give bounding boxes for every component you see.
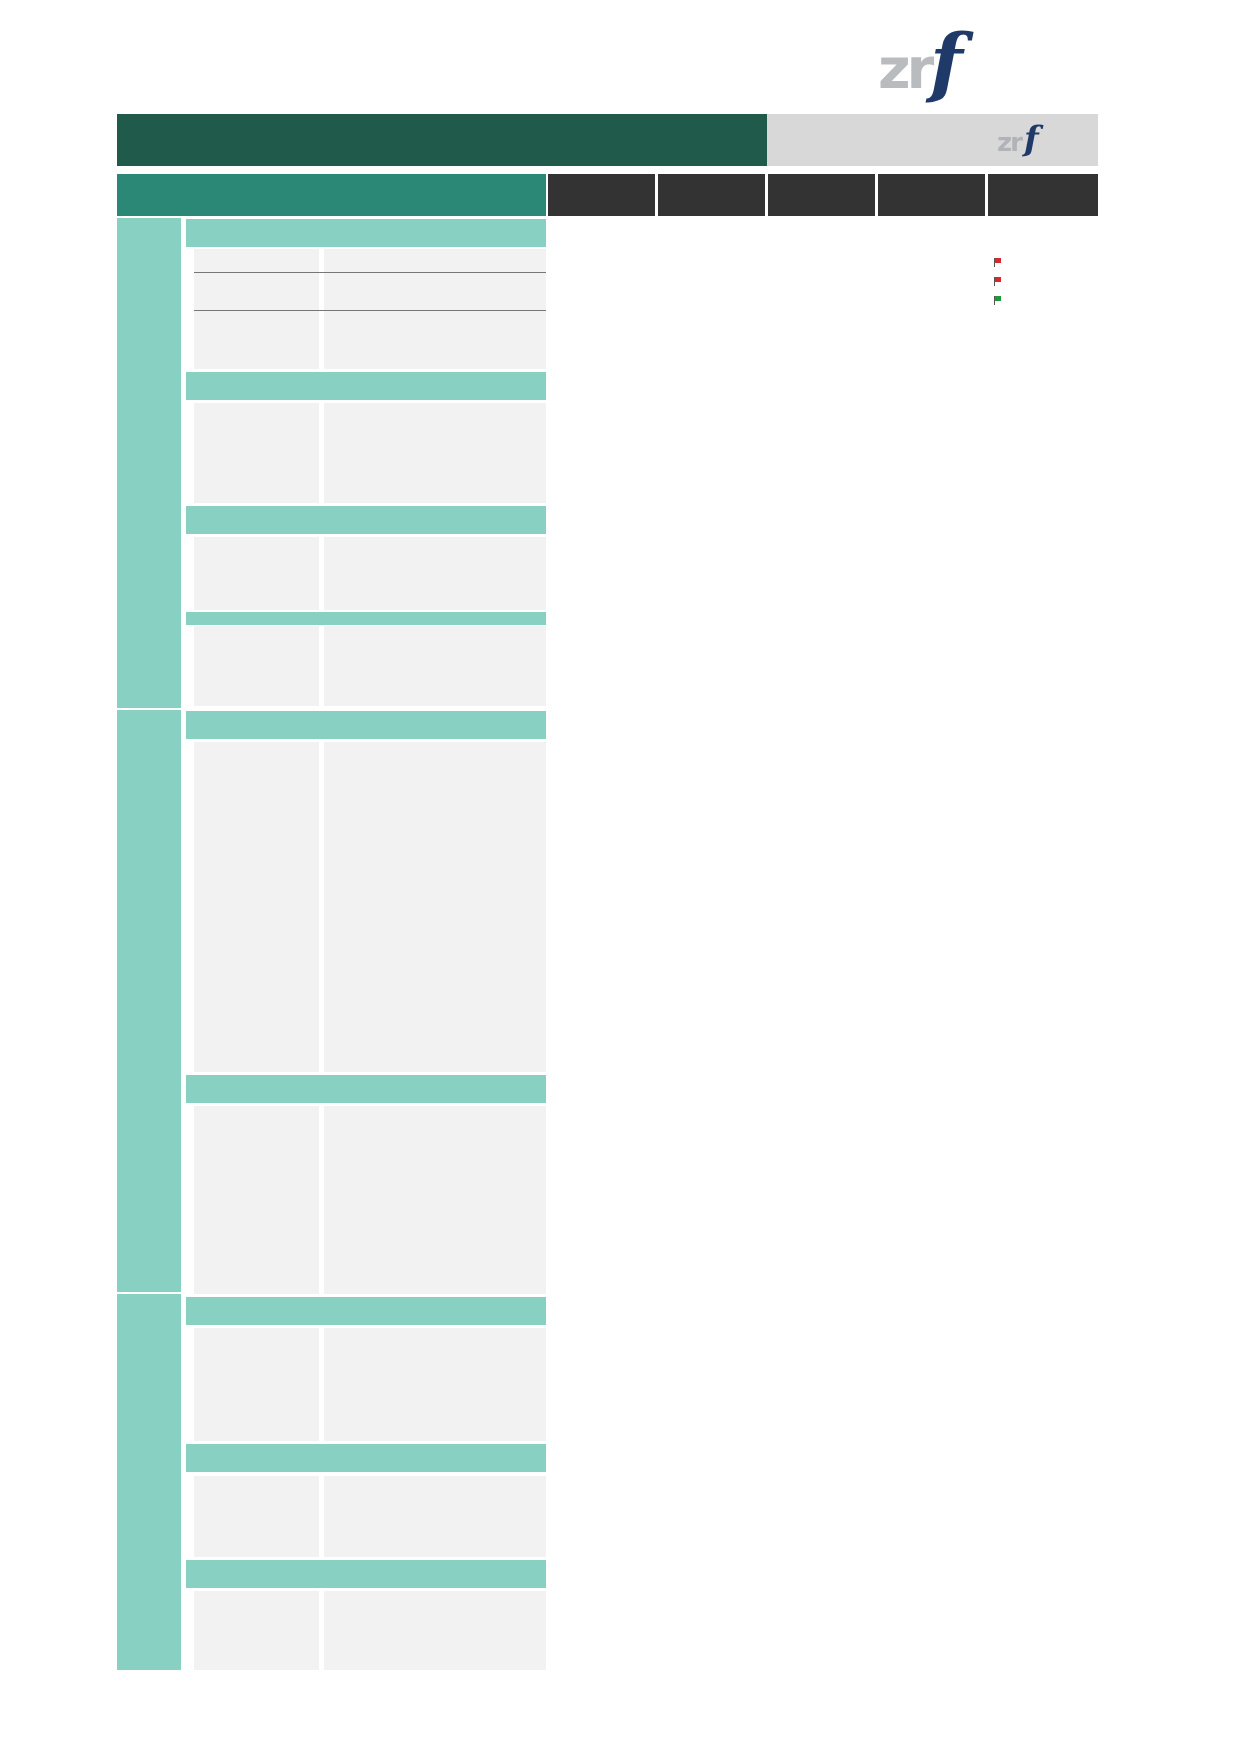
company-logo	[878, 17, 1168, 106]
cell-background	[194, 1328, 319, 1441]
row-previous-value	[766, 291, 878, 310]
green-flag-icon	[990, 291, 1010, 310]
header-unit	[548, 174, 655, 216]
cell-background	[194, 1591, 319, 1670]
logo-mark-icon: zr f	[878, 17, 963, 106]
row-current-value	[656, 272, 766, 291]
header-spot	[117, 174, 546, 216]
section-oil-chain	[186, 219, 546, 247]
cell-background	[324, 1476, 546, 1557]
cell-background	[324, 1106, 546, 1294]
section-pvc-price	[186, 711, 546, 739]
cell-background	[194, 537, 319, 610]
cell-background	[194, 742, 319, 1072]
cell-background	[324, 403, 546, 503]
region-midstream	[117, 710, 181, 1292]
section-salt	[186, 506, 546, 534]
page-title	[117, 114, 767, 166]
cell-background	[194, 1106, 319, 1294]
row-unit	[548, 253, 658, 272]
row-category	[203, 291, 319, 310]
section-pvc-supply	[186, 1075, 546, 1103]
row-category	[203, 253, 319, 272]
cell-background	[324, 537, 546, 610]
section-terminal	[186, 1560, 546, 1588]
row-indicator	[331, 253, 545, 272]
row-change	[876, 272, 988, 291]
row-current-value	[656, 253, 766, 272]
region-downstream	[117, 1294, 181, 1670]
row-previous-value	[766, 253, 878, 272]
row-pct-change	[1010, 272, 1105, 291]
row-indicator	[331, 291, 545, 310]
header-pct	[988, 174, 1098, 216]
row-change	[876, 253, 988, 272]
row-previous-value	[766, 272, 878, 291]
cell-background	[194, 403, 319, 503]
section-operating-inventory	[186, 1297, 546, 1325]
cell-background	[324, 626, 546, 706]
cell-background	[194, 1476, 319, 1557]
header-current	[658, 174, 765, 216]
row-change	[876, 291, 988, 310]
row-unit	[548, 272, 658, 291]
red-flag-icon	[990, 272, 1010, 291]
row-pct-change	[1010, 291, 1105, 310]
section-coal-chain	[186, 372, 546, 400]
cell-background	[324, 742, 546, 1072]
header-logo: zr f	[989, 114, 1098, 166]
row-divider	[194, 310, 546, 311]
update-date	[767, 114, 989, 166]
row-current-value	[656, 291, 766, 310]
region-upstream	[117, 218, 181, 708]
row-indicator	[331, 272, 545, 291]
red-flag-icon	[990, 253, 1010, 272]
row-category	[203, 272, 319, 291]
cell-background	[194, 626, 319, 706]
section-cost-compare	[186, 612, 546, 625]
cell-background	[324, 1591, 546, 1670]
header-previous	[768, 174, 875, 216]
row-pct-change	[1010, 253, 1105, 272]
header-change	[878, 174, 985, 216]
cell-background	[324, 1328, 546, 1441]
section-related-export	[186, 1444, 546, 1472]
row-unit	[548, 291, 658, 310]
